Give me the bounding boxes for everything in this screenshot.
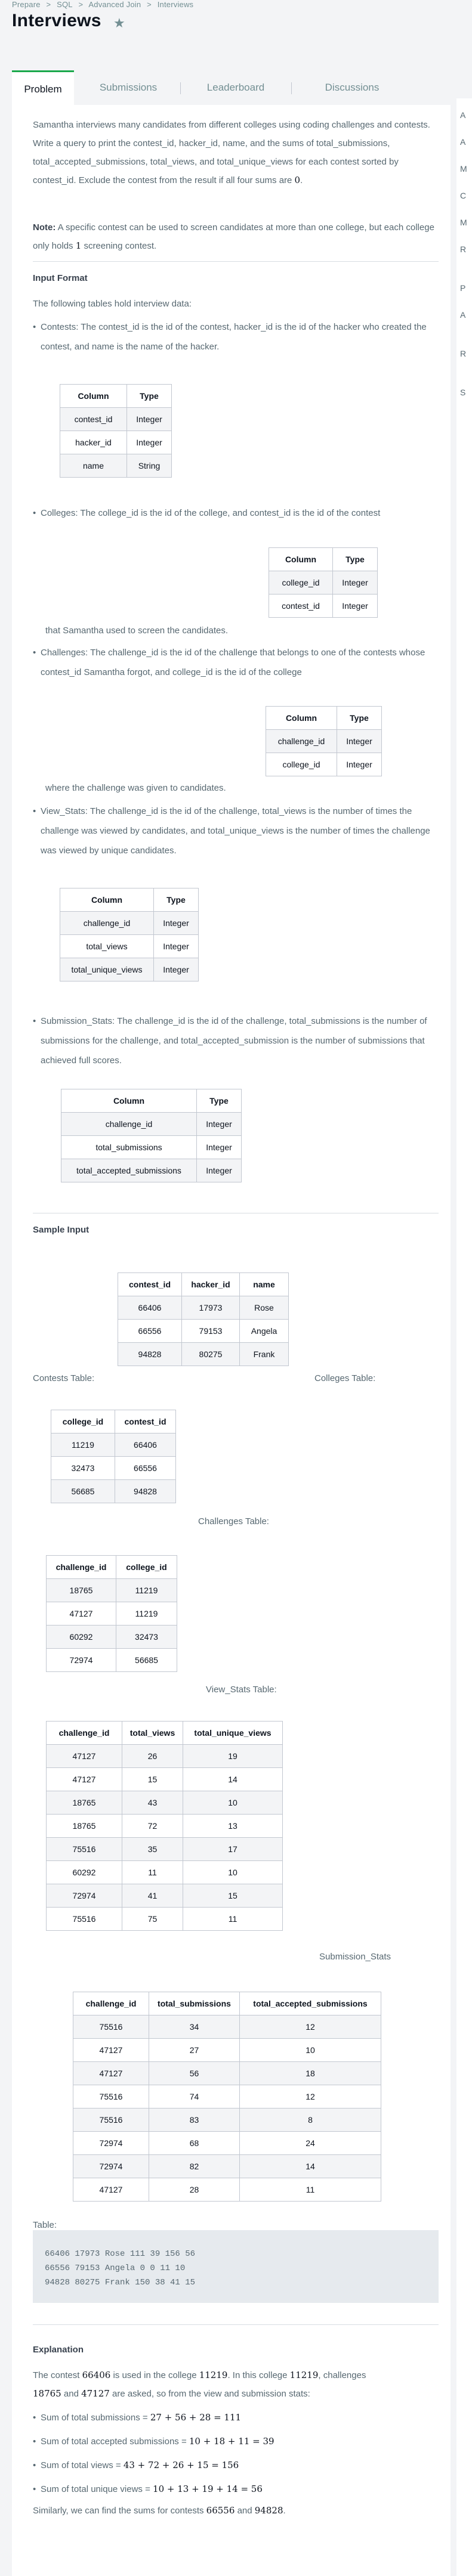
note — [33, 218, 439, 255]
column-header: Type — [127, 385, 172, 408]
strip-letter: R — [460, 349, 467, 358]
cell: Frank — [240, 1343, 289, 1366]
cell: 79153 — [182, 1320, 240, 1343]
contests-description: • Contests: The contest_id is the id of the contest, hacker_id is the id of the hacker who created the contest, and name is the name of the hacker. — [41, 317, 440, 357]
cell: 8 — [240, 2109, 381, 2132]
text: is used in the college — [113, 2370, 197, 2380]
explanation-sum-submissions — [41, 2408, 440, 2428]
cell: contest_id — [269, 595, 333, 618]
text: Sum of total views = — [41, 2460, 121, 2470]
cell: 82 — [149, 2155, 240, 2178]
cell: 19 — [183, 1745, 283, 1768]
math: 66406 — [82, 2370, 111, 2380]
cell: 75516 — [73, 2085, 149, 2109]
cell: 17 — [183, 1838, 283, 1861]
cell: 75516 — [47, 1908, 122, 1931]
cell: 11219 — [116, 1579, 177, 1602]
view-stats-table — [46, 1721, 283, 1931]
challenges-description-end: where the challenge was given to candidates. — [45, 783, 226, 793]
cell: Integer — [333, 595, 378, 618]
colleges-description: • Colleges: The college_id is the id of the college, and contest_id is the id of the contest — [41, 503, 440, 523]
intro-zero: 0 — [294, 175, 301, 185]
cell: 47127 — [73, 2062, 149, 2085]
math: 18765 — [33, 2388, 61, 2399]
note-text: A specific contest can be used to screen candidates at more than one college, but each college only holds — [33, 222, 434, 251]
contests-table-label: Contests Table: — [33, 1373, 95, 1383]
note-one: 1 — [75, 240, 82, 251]
schema-colleges-table — [269, 547, 378, 618]
contests-table — [118, 1272, 289, 1366]
cell: 94828 — [118, 1343, 182, 1366]
cell: 47127 — [47, 1768, 122, 1791]
note-end: screening contest. — [84, 241, 157, 251]
text: . — [283, 2506, 286, 2516]
cell: 47127 — [73, 2039, 149, 2062]
cell: 10 — [183, 1861, 283, 1884]
challenges-description: • Challenges: The challenge_id is the id of the challenge that belongs to one of the contests whose contest_id Samantha forgot, and college_id is the id of the college — [41, 643, 440, 682]
cell: 10 — [183, 1791, 283, 1815]
strip-letter: R — [460, 244, 467, 254]
cell: total_views — [60, 935, 154, 958]
cell: Integer — [127, 431, 172, 454]
explanation-heading: Explanation — [33, 2345, 84, 2355]
cell: 47127 — [73, 2178, 149, 2202]
cell: 11219 — [116, 1602, 177, 1626]
cell: Integer — [154, 958, 199, 982]
strip-letter: M — [460, 164, 467, 174]
cell: 83 — [149, 2109, 240, 2132]
cell: 10 — [240, 2039, 381, 2062]
top-bar — [0, 0, 472, 72]
text: . In this college — [227, 2370, 288, 2380]
submission-stats-table-label-end: Table: — [33, 2220, 57, 2230]
column-header: college_id — [116, 1556, 177, 1579]
cell: Integer — [337, 753, 382, 776]
column-header: challenge_id — [47, 1556, 116, 1579]
cell: 47127 — [47, 1602, 116, 1626]
view-stats-description: • View_Stats: The challenge_id is the id of the challenge, total_views is the number of times the challenge was viewed by candidates, and total_unique_views is the number of times the challenge was viewed by unique candidates. — [41, 801, 440, 860]
schema-submission-stats-table — [61, 1089, 242, 1182]
cell: 17973 — [182, 1296, 240, 1320]
explanation-sum-views — [41, 2456, 440, 2475]
strip-letter: S — [460, 388, 466, 397]
breadcrumb — [12, 0, 197, 9]
cell: String — [127, 454, 172, 478]
cell: 11 — [122, 1861, 183, 1884]
column-header: Column — [60, 888, 154, 912]
text: The contest — [33, 2370, 80, 2380]
cell: 43 — [122, 1791, 183, 1815]
side-panel-strip — [456, 98, 472, 2576]
cell: Integer — [197, 1136, 242, 1159]
column-header: Type — [197, 1089, 242, 1113]
cell: 26 — [122, 1745, 183, 1768]
cell: 80275 — [182, 1343, 240, 1366]
challenges-table — [46, 1555, 177, 1672]
cell: 75516 — [73, 2015, 149, 2039]
cell: 66556 — [118, 1320, 182, 1343]
column-header: Column — [266, 707, 337, 730]
cell: Integer — [333, 571, 378, 595]
cell: 66406 — [118, 1296, 182, 1320]
submission-stats-table — [73, 1992, 381, 2202]
cell: 60292 — [47, 1626, 116, 1649]
column-header: Column — [60, 385, 127, 408]
cell: hacker_id — [60, 431, 127, 454]
cell: 56 — [149, 2062, 240, 2085]
cell: 72974 — [73, 2132, 149, 2155]
cell: 72974 — [73, 2155, 149, 2178]
challenges-table-label: Challenges Table: — [198, 1516, 269, 1527]
cell: 18765 — [47, 1579, 116, 1602]
text: Sum of total accepted submissions = — [41, 2436, 187, 2447]
cell: 15 — [122, 1768, 183, 1791]
strip-letter: A — [460, 137, 466, 147]
cell: Integer — [154, 935, 199, 958]
schema-contests-table — [60, 384, 172, 478]
breadcrumb-current: Interviews — [157, 0, 194, 9]
cell: 32473 — [116, 1626, 177, 1649]
column-header: challenge_id — [73, 1992, 149, 2015]
submission-stats-description: • Submission_Stats: The challenge_id is the id of the challenge, total_submissions is the number of submissions for the challenge, and total_accepted_submission is the number of submissions that achieved full scores. — [41, 1011, 440, 1070]
column-header: Type — [337, 707, 382, 730]
cell: challenge_id — [60, 912, 154, 935]
divider — [33, 261, 439, 262]
column-header: total_submissions — [149, 1992, 240, 2015]
math: 11219 — [199, 2370, 228, 2380]
cell: 14 — [240, 2155, 381, 2178]
cell: 66556 — [115, 1457, 176, 1480]
column-header: Column — [269, 548, 333, 571]
column-header: name — [240, 1273, 289, 1296]
math: 10 + 13 + 19 + 14 = 56 — [153, 2484, 263, 2494]
text: Similarly, we can find the sums for contests — [33, 2506, 204, 2516]
math: 10 + 18 + 11 = 39 — [189, 2436, 274, 2447]
cell: 12 — [240, 2085, 381, 2109]
page-title: Interviews — [12, 11, 101, 30]
cell: Rose — [240, 1296, 289, 1320]
tables-intro: The following tables hold interview data: — [33, 299, 192, 309]
breadcrumb-advanced-join[interactable]: Advanced Join — [88, 0, 141, 9]
cell: 75 — [122, 1908, 183, 1931]
cell: college_id — [269, 571, 333, 595]
strip-letter: A — [460, 110, 466, 120]
cell: 11 — [183, 1908, 283, 1931]
cell: 47127 — [47, 1745, 122, 1768]
note-label: Note: — [33, 222, 56, 233]
cell: total_accepted_submissions — [61, 1159, 197, 1182]
explanation-line-1 — [33, 2366, 439, 2385]
cell: Integer — [127, 408, 172, 431]
output-line: 94828 80275 Frank 150 38 41 15 — [45, 2278, 196, 2287]
strip-letter: C — [460, 191, 467, 200]
colleges-description-end: that Samantha used to screen the candidates. — [45, 626, 229, 636]
cell: 11219 — [51, 1433, 115, 1457]
breadcrumb-prepare[interactable]: Prepare — [12, 0, 41, 9]
cell: Integer — [154, 912, 199, 935]
cell: 28 — [149, 2178, 240, 2202]
text: Sum of total unique views = — [41, 2484, 150, 2494]
problem-panel — [12, 105, 451, 2576]
math: 27 + 56 + 28 = 111 — [150, 2412, 242, 2423]
tab-divider — [291, 82, 292, 94]
cell: 66406 — [115, 1433, 176, 1457]
cell: challenge_id — [266, 730, 337, 753]
math: 66556 — [206, 2505, 235, 2516]
cell: 56685 — [116, 1649, 177, 1672]
math: 43 + 72 + 26 + 15 = 156 — [123, 2460, 239, 2470]
cell: 27 — [149, 2039, 240, 2062]
cell: 18765 — [47, 1815, 122, 1838]
cell: 15 — [183, 1884, 283, 1908]
cell: 74 — [149, 2085, 240, 2109]
problem-statement: Samantha interviews many candidates from different colleges using coding challenges and contests. Write a query to print the contest_id, hacker_id, name, and the sums of total_submissions, total_accepted_submissions, total_views, and total_unique_views for each contest sorted by contest_id. Exclude the contest from the result if all four sums are 0. — [33, 120, 430, 185]
divider — [33, 2324, 439, 2325]
text: are asked, so from the view and submission stats: — [112, 2389, 310, 2399]
cell: Integer — [197, 1159, 242, 1182]
column-header: contest_id — [115, 1410, 176, 1433]
tab-bar — [12, 70, 451, 105]
column-header: Column — [61, 1089, 197, 1113]
cell: 41 — [122, 1884, 183, 1908]
strip-letter: P — [460, 283, 466, 293]
strip-letter: A — [460, 310, 466, 320]
cell: 18 — [240, 2062, 381, 2085]
math: 11219 — [289, 2370, 319, 2380]
tab-discussions[interactable]: Discussions — [325, 82, 380, 93]
cell: 32473 — [51, 1457, 115, 1480]
cell: 35 — [122, 1838, 183, 1861]
breadcrumb-sep: > — [147, 0, 152, 9]
math: 47127 — [81, 2388, 110, 2399]
output-line: 66406 17973 Rose 111 39 156 56 — [45, 2249, 196, 2259]
cell: 60292 — [47, 1861, 122, 1884]
cell: total_unique_views — [60, 958, 154, 982]
breadcrumb-sep: > — [78, 0, 84, 9]
cell: college_id — [266, 753, 337, 776]
input-format-heading: Input Format — [33, 273, 88, 283]
output-line: 66556 79153 Angela 0 0 11 10 — [45, 2264, 186, 2273]
text: and — [237, 2506, 252, 2516]
schema-challenges-table — [266, 706, 382, 776]
text: and — [63, 2389, 79, 2399]
text: Sum of total submissions = — [41, 2413, 148, 2423]
tab-submissions[interactable]: Submissions — [99, 82, 158, 93]
explanation-conclusion — [33, 2501, 439, 2520]
cell: 11 — [240, 2178, 381, 2202]
tab-leaderboard[interactable]: Leaderboard — [206, 82, 265, 93]
column-header: Type — [333, 548, 378, 571]
explanation-line-2 — [33, 2385, 439, 2403]
colleges-table-label: Colleges Table: — [314, 1373, 376, 1383]
schema-view-stats-table — [60, 888, 199, 982]
cell: 68 — [149, 2132, 240, 2155]
column-header: college_id — [51, 1410, 115, 1433]
cell: name — [60, 454, 127, 478]
breadcrumb-sep: > — [46, 0, 51, 9]
column-header: hacker_id — [182, 1273, 240, 1296]
cell: 12 — [240, 2015, 381, 2039]
cell: 14 — [183, 1768, 283, 1791]
breadcrumb-sql[interactable]: SQL — [57, 0, 73, 9]
tab-divider — [180, 82, 181, 94]
explanation-sum-accepted — [41, 2432, 440, 2451]
cell: 75516 — [73, 2109, 149, 2132]
cell: Integer — [337, 730, 382, 753]
cell: total_submissions — [61, 1136, 197, 1159]
cell: 56685 — [51, 1480, 115, 1503]
view-stats-table-label: View_Stats Table: — [206, 1685, 277, 1695]
cell: 24 — [240, 2132, 381, 2155]
math: 94828 — [254, 2505, 283, 2516]
cell: contest_id — [60, 408, 127, 431]
column-header: total_accepted_submissions — [240, 1992, 381, 2015]
explanation-sum-unique-views — [41, 2479, 440, 2499]
column-header: total_views — [122, 1722, 183, 1745]
cell: challenge_id — [61, 1113, 197, 1136]
text: , challenges — [318, 2370, 366, 2380]
cell: 34 — [149, 2015, 240, 2039]
colleges-table — [51, 1410, 176, 1503]
column-header: total_unique_views — [183, 1722, 283, 1745]
sample-output-block — [33, 2230, 439, 2303]
cell: Integer — [197, 1113, 242, 1136]
cell: 72974 — [47, 1649, 116, 1672]
cell: 94828 — [115, 1480, 176, 1503]
star-icon[interactable]: ★ — [113, 16, 125, 30]
tab-problem[interactable]: Problem — [12, 70, 74, 105]
cell: 72 — [122, 1815, 183, 1838]
column-header: Type — [154, 888, 199, 912]
submission-stats-table-label: Submission_Stats — [319, 1952, 391, 1962]
intro-text: Samantha interviews many candidates from different colleges using coding challenges and contests. Write a query to print the contest_id, hacker_id, name, and the sums of total_submissions, total_accepted_submissions, total_views, and total_unique_views for each contest sorted by contest_id. Exclude the contest from the result if all four sums are — [33, 120, 430, 185]
sample-input-heading: Sample Input — [33, 1225, 90, 1235]
cell: 75516 — [47, 1838, 122, 1861]
cell: 72974 — [47, 1884, 122, 1908]
cell: 13 — [183, 1815, 283, 1838]
column-header: challenge_id — [47, 1722, 122, 1745]
column-header: contest_id — [118, 1273, 182, 1296]
strip-letter: M — [460, 218, 467, 227]
cell: Angela — [240, 1320, 289, 1343]
cell: 18765 — [47, 1791, 122, 1815]
